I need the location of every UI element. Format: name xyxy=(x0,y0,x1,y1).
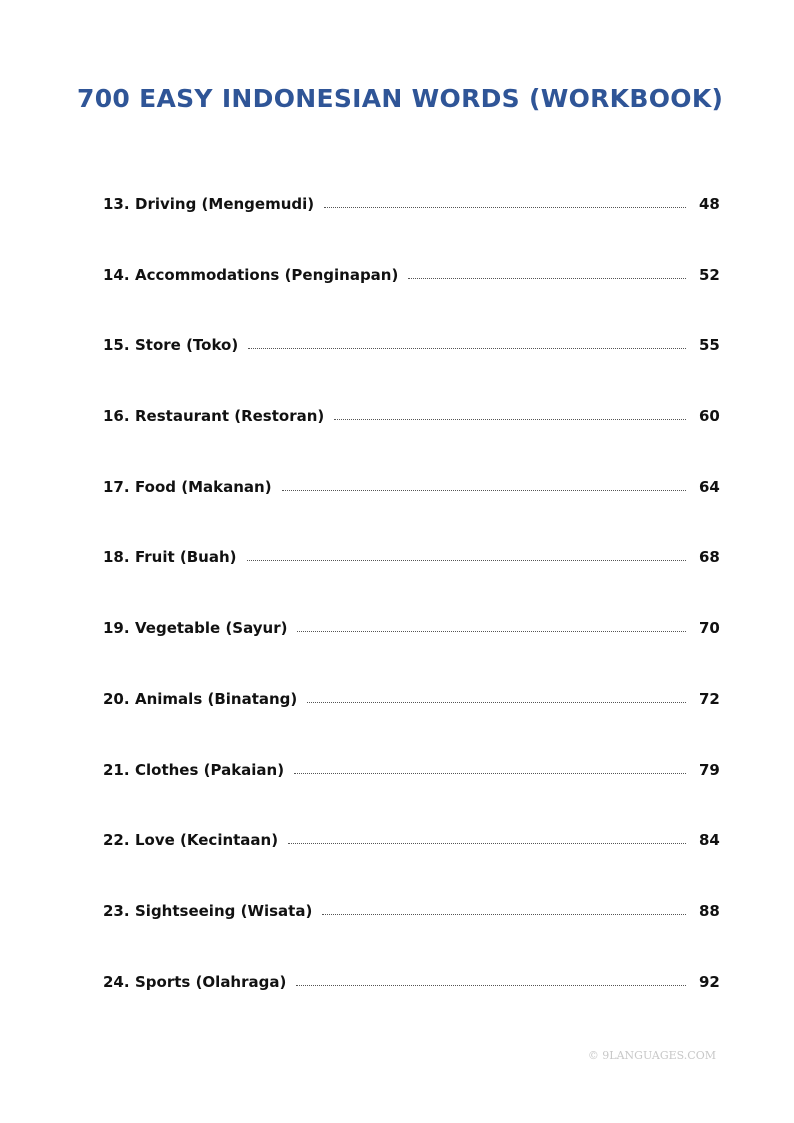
dot-leader xyxy=(294,759,686,774)
toc-entry-page: 79 xyxy=(699,760,720,779)
toc-entry-number: 23. xyxy=(103,901,130,920)
toc-entry xyxy=(103,971,719,1042)
toc-entry xyxy=(103,688,719,759)
toc-entry xyxy=(103,476,719,547)
toc-entry-page: 55 xyxy=(699,336,720,355)
toc-entry-page: 68 xyxy=(699,548,720,567)
copyright-watermark: © 9LANGUAGES.COM xyxy=(587,1049,716,1062)
dot-leader xyxy=(324,193,686,208)
toc-entry-page: 84 xyxy=(699,831,720,850)
toc-entry xyxy=(103,617,719,688)
toc-entry-title: Sightseeing (Wisata) xyxy=(135,901,313,920)
toc-entry-page: 64 xyxy=(699,477,720,496)
toc-entry-number: 22. xyxy=(103,831,130,850)
toc-entry-page: 48 xyxy=(699,195,720,213)
toc-entry-number: 15. xyxy=(103,336,130,355)
toc-entry-page: 88 xyxy=(699,901,720,920)
dot-leader xyxy=(322,900,686,915)
dot-leader xyxy=(247,546,686,561)
dot-leader xyxy=(297,617,686,632)
toc-entry xyxy=(103,405,719,476)
toc-entry xyxy=(103,264,719,335)
toc-entry xyxy=(103,829,719,900)
toc-entry-title: Driving (Mengemudi) xyxy=(135,195,315,213)
toc-entry xyxy=(103,193,719,264)
toc-entry-number: 16. xyxy=(103,407,130,426)
dot-leader xyxy=(408,264,686,279)
toc-entry-page: 72 xyxy=(699,689,720,708)
toc-entry-title: Restaurant (Restoran) xyxy=(135,407,325,426)
toc-entry-number: 24. xyxy=(103,972,130,991)
toc-entry-title: Store (Toko) xyxy=(135,336,239,355)
toc-entry-title: Accommodations (Penginapan) xyxy=(135,265,399,284)
dot-leader xyxy=(248,334,686,349)
dot-leader xyxy=(296,971,686,986)
toc-entry-title: Fruit (Buah) xyxy=(135,548,237,567)
toc-entry-title: Food (Makanan) xyxy=(135,477,272,496)
toc-entry-number: 13. xyxy=(103,195,130,213)
toc-entry-page: 92 xyxy=(699,972,720,991)
toc-entry-title: Love (Kecintaan) xyxy=(135,831,279,850)
dot-leader xyxy=(282,476,686,491)
toc-entry-title: Sports (Olahraga) xyxy=(135,972,287,991)
table-of-contents xyxy=(103,193,719,1041)
toc-entry-title: Vegetable (Sayur) xyxy=(135,619,288,638)
toc-entry-number: 19. xyxy=(103,619,130,638)
toc-entry xyxy=(103,334,719,405)
document-title: 700 EASY INDONESIAN WORDS (WORKBOOK) xyxy=(77,84,724,113)
toc-entry-page: 52 xyxy=(699,265,720,284)
dot-leader xyxy=(334,405,686,420)
toc-entry-title: Clothes (Pakaian) xyxy=(135,760,285,779)
toc-entry-number: 14. xyxy=(103,265,130,284)
toc-entry xyxy=(103,900,719,971)
toc-entry-page: 60 xyxy=(699,407,720,426)
dot-leader xyxy=(288,829,686,844)
dot-leader xyxy=(307,688,686,703)
toc-entry-number: 18. xyxy=(103,548,130,567)
toc-entry-number: 20. xyxy=(103,689,130,708)
toc-entry xyxy=(103,759,719,830)
toc-entry xyxy=(103,546,719,617)
toc-entry-page: 70 xyxy=(699,619,720,638)
toc-entry-number: 21. xyxy=(103,760,130,779)
toc-entry-title: Animals (Binatang) xyxy=(135,689,298,708)
toc-entry-number: 17. xyxy=(103,477,130,496)
